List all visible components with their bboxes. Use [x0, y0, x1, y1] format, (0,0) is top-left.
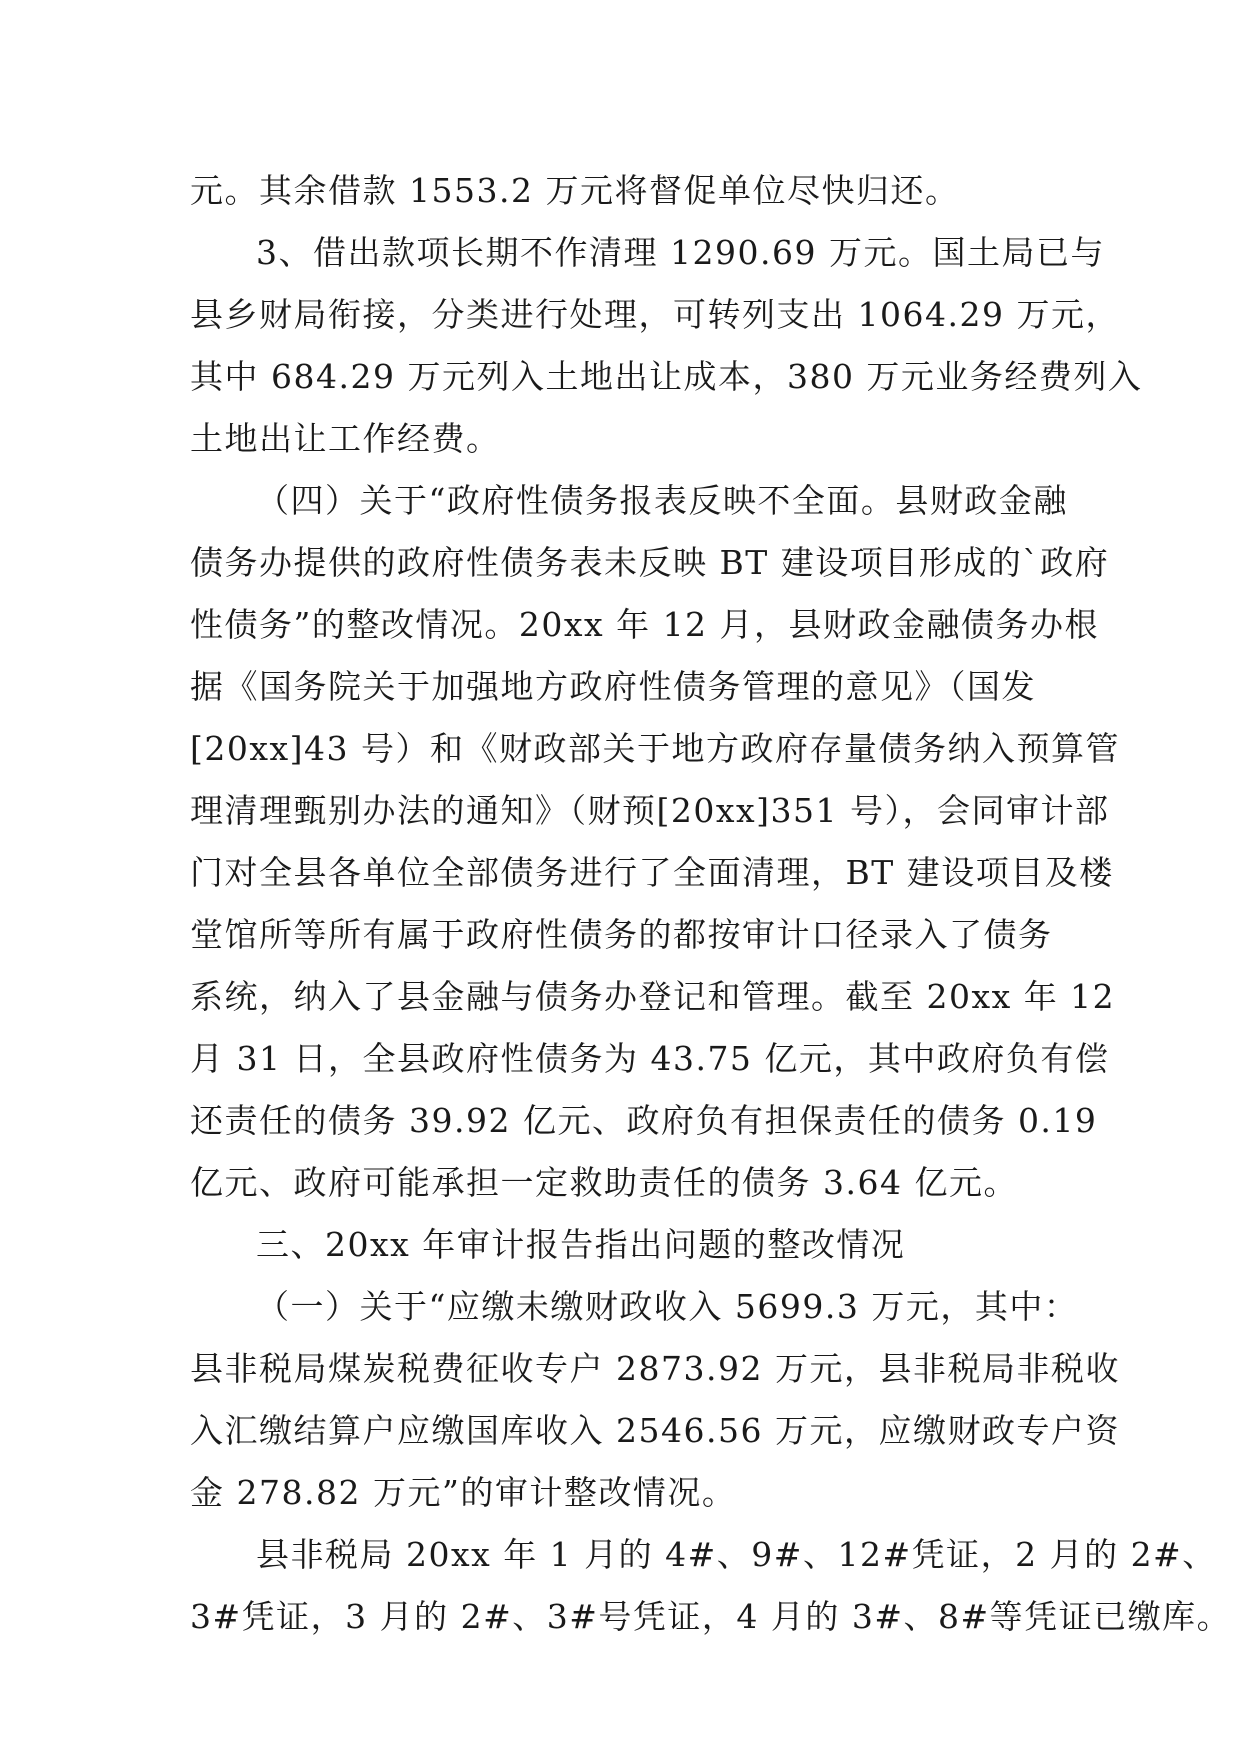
text-line: 县非税局 20xx 年 1 月的 4#、9#、12#凭证，2 月的 2#、	[256, 1535, 1217, 1574]
section-heading: （四）关于“政府性债务报表反映不全面。县财政金融	[256, 481, 1068, 520]
document-body	[190, 160, 1232, 1648]
text-line: 县非税局煤炭税费征收专户 2873.92 万元，县非税局非税收	[190, 1349, 1120, 1388]
text-line: [20xx]43 号）和《财政部关于地方政府存量债务纳入预算管	[190, 729, 1120, 768]
text-line: 其中 684.29 万元列入土地出让成本，380 万元业务经费列入	[190, 357, 1143, 396]
section-heading: 三、20xx 年审计报告指出问题的整改情况	[256, 1225, 906, 1264]
text-line: 据《国务院关于加强地方政府性债务管理的意见》（国发	[190, 667, 1036, 706]
text-line: 堂馆所等所有属于政府性债务的都按审计口径录入了债务	[190, 915, 1053, 954]
text-line: 理清理甄别办法的通知》（财预[20xx]351 号），会同审计部	[190, 791, 1110, 830]
text-line: 还责任的债务 39.92 亿元、政府负有担保责任的债务 0.19	[190, 1101, 1098, 1140]
text-line: 性债务”的整改情况。20xx 年 12 月，县财政金融债务办根	[190, 605, 1100, 644]
text-line: 债务办提供的政府性债务表未反映 BT 建设项目形成的`政府	[190, 543, 1110, 582]
text-line: 月 31 日，全县政府性债务为 43.75 亿元，其中政府负有偿	[190, 1039, 1110, 1078]
text-line: 亿元、政府可能承担一定救助责任的债务 3.64 亿元。	[190, 1163, 1018, 1202]
section-heading: （一）关于“应缴未缴财政收入 5699.3 万元，其中：	[256, 1287, 1079, 1326]
text-line: 系统，纳入了县金融与债务办登记和管理。截至 20xx 年 12	[190, 977, 1116, 1016]
text-line: 县乡财局衔接，分类进行处理，可转列支出 1064.29 万元，	[190, 295, 1120, 334]
text-line: 入汇缴结算户应缴国库收入 2546.56 万元，应缴财政专户资	[190, 1411, 1120, 1450]
text-line: 门对全县各单位全部债务进行了全面清理，BT 建设项目及楼	[190, 853, 1114, 892]
text-line: 元。其余借款 1553.2 万元将督促单位尽快归还。	[190, 171, 960, 210]
text-line: 土地出让工作经费。	[190, 419, 501, 458]
text-line: 3#凭证，3 月的 2#、3#号凭证，4 月的 3#、8#等凭证已缴库。	[190, 1597, 1232, 1636]
text-line: 金 278.82 万元”的审计整改情况。	[190, 1473, 737, 1512]
text-line: 3、借出款项长期不作清理 1290.69 万元。国土局已与	[256, 233, 1105, 272]
